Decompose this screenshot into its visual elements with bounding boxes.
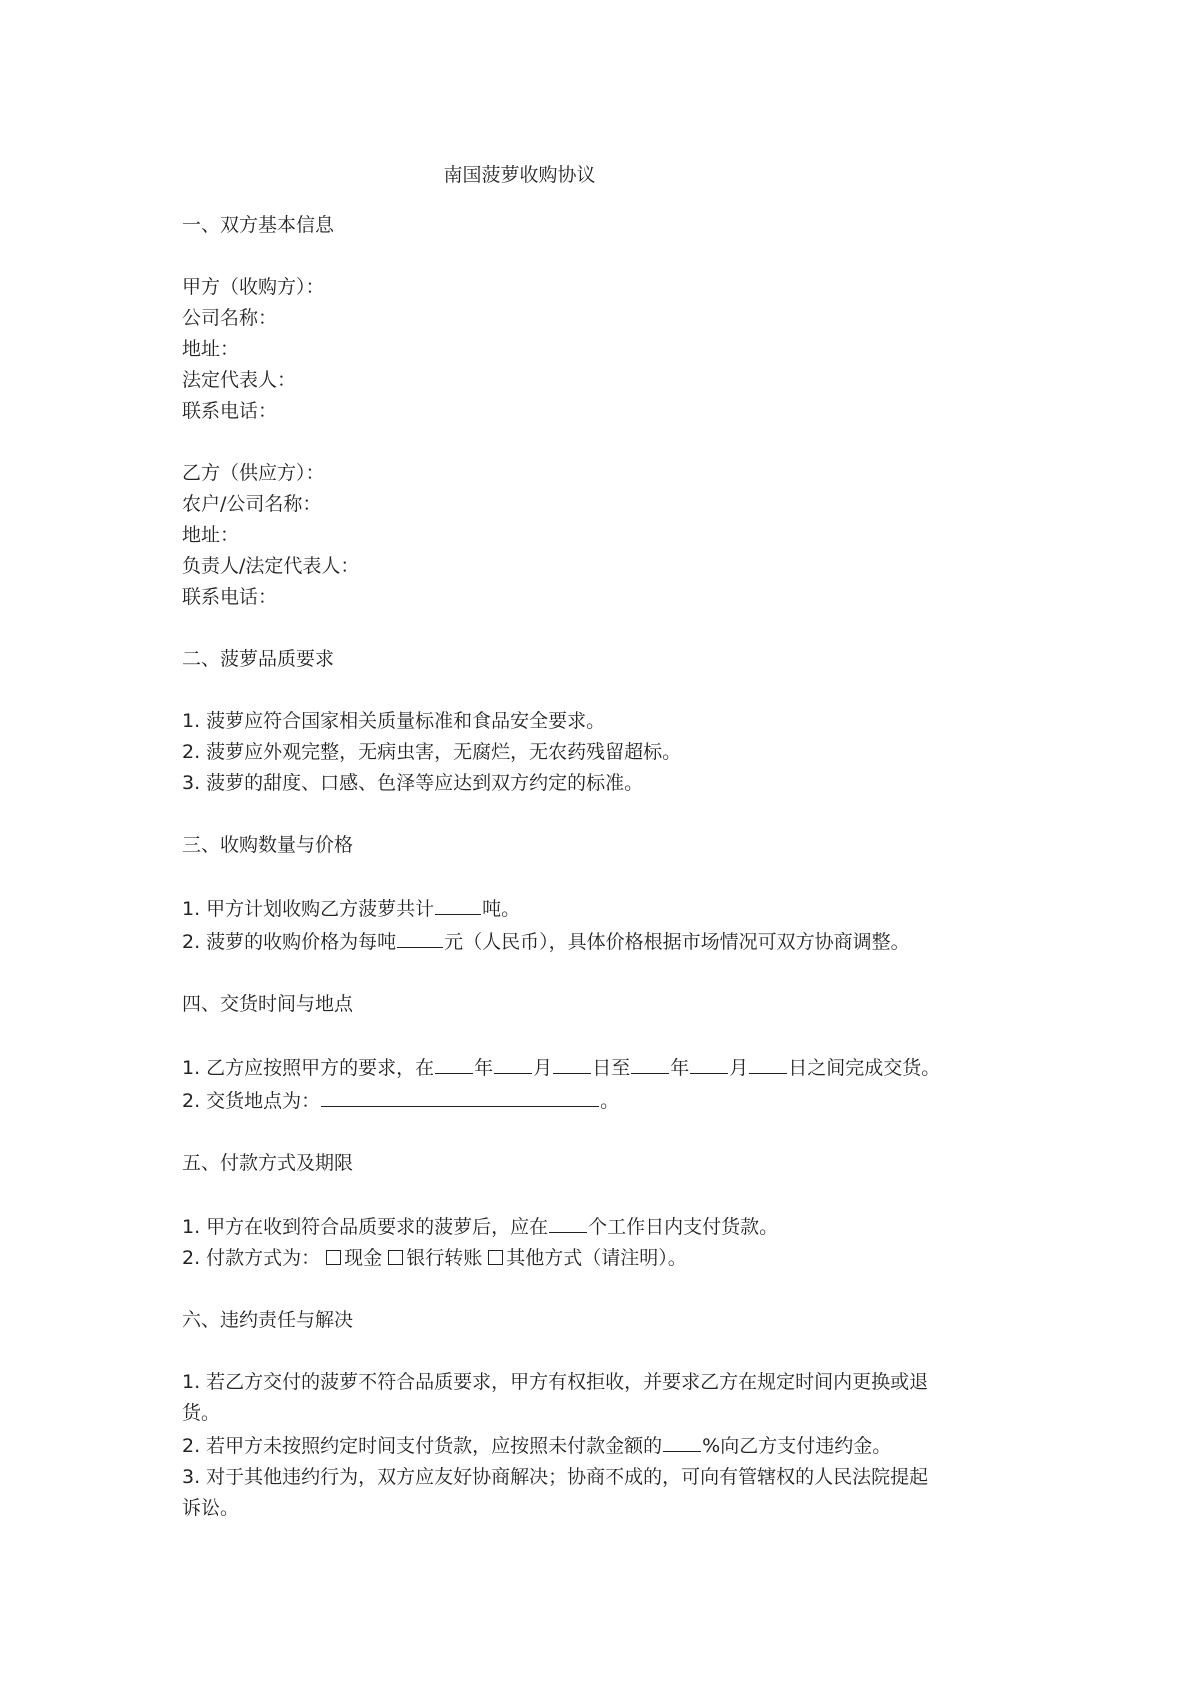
section-delivery (182, 989, 1012, 1117)
party-a-phone: 联系电话： (182, 400, 278, 422)
party-b-legal-rep: 负责人/法定代表人： (182, 555, 360, 577)
party-a-label: 甲方（收购方）： (182, 276, 325, 298)
start-month-blank[interactable] (494, 1051, 532, 1074)
section-payment (182, 1148, 1012, 1274)
item-text: 1. 甲方在收到符合品质要求的菠萝后，应在 (182, 1216, 549, 1238)
section-heading: 六、违约责任与解决 (182, 1309, 354, 1331)
party-b-label: 乙方（供应方）： (182, 462, 325, 484)
checkbox-cash[interactable] (326, 1250, 341, 1265)
section-heading: 一、双方基本信息 (182, 214, 335, 236)
month-label: 月 (729, 1057, 749, 1079)
item-text: 2. 付款方式为： (182, 1247, 321, 1269)
year-label: 年 (474, 1057, 494, 1079)
section-quality (182, 644, 1012, 799)
checkbox-other[interactable] (488, 1250, 503, 1265)
document-body (182, 160, 1012, 1555)
checkbox-bank-transfer[interactable] (388, 1250, 403, 1265)
list-item (182, 1210, 1012, 1243)
list-item: 3. 菠萝的甜度、口感、色泽等应达到双方约定的标准。 (182, 772, 644, 794)
start-year-blank[interactable] (435, 1051, 473, 1074)
end-month-blank[interactable] (690, 1051, 728, 1074)
penalty-percent-blank[interactable] (663, 1429, 701, 1452)
section-heading: 五、付款方式及期限 (182, 1152, 354, 1174)
month-label: 月 (533, 1057, 553, 1079)
list-item (182, 925, 1012, 958)
section-liability (182, 1305, 1012, 1524)
list-item: 1. 菠萝应符合国家相关质量标准和食品安全要求。 (182, 710, 606, 732)
option-other-label: 其他方式（请注明）。 (506, 1247, 687, 1269)
item-text: 1. 乙方应按照甲方的要求，在 (182, 1057, 435, 1079)
section-heading: 三、收购数量与价格 (182, 834, 354, 856)
list-item-line: 3. 对于其他违约行为，双方应友好协商解决；协商不成的，可向有管辖权的人民法院提起 (182, 1466, 929, 1488)
quantity-blank[interactable] (435, 892, 481, 915)
option-cash-label: 现金 (344, 1247, 383, 1269)
section-heading: 二、菠萝品质要求 (182, 648, 335, 670)
day-end-label: 日之间完成交货。 (788, 1057, 941, 1079)
list-item (182, 1429, 1012, 1462)
party-b-phone: 联系电话： (182, 586, 278, 608)
item-text: 1. 甲方计划收购乙方菠萝共计 (182, 898, 435, 920)
item-text: 元（人民币），具体价格根据市场情况可双方协商调整。 (444, 931, 910, 953)
end-year-blank[interactable] (631, 1051, 669, 1074)
party-a-address: 地址： (182, 338, 240, 360)
list-item-line: 1. 若乙方交付的菠萝不符合品质要求，甲方有权拒收，并要求乙方在规定时间内更换或退 (182, 1371, 929, 1393)
item-text: 个工作日内支付货款。 (588, 1216, 779, 1238)
payment-days-blank[interactable] (549, 1210, 587, 1233)
section-basic-info (182, 210, 1012, 613)
section-quantity-price (182, 830, 1012, 958)
price-blank[interactable] (397, 925, 443, 948)
list-item-line: 诉讼。 (182, 1497, 240, 1519)
party-a-company-name: 公司名称： (182, 307, 278, 329)
party-a-legal-rep: 法定代表人： (182, 369, 297, 391)
list-item (182, 892, 1012, 925)
document-title: 南国菠萝收购协议 (443, 164, 596, 186)
list-item (182, 1051, 1012, 1084)
list-item-line: 货。 (182, 1402, 221, 1424)
delivery-location-blank[interactable] (321, 1084, 599, 1107)
list-item: 2. 菠萝应外观完整，无病虫害，无腐烂，无农药残留超标。 (182, 741, 682, 763)
item-text: 2. 交货地点为： (182, 1090, 321, 1112)
list-item (182, 1084, 1012, 1117)
start-day-blank[interactable] (553, 1051, 591, 1074)
year-label: 年 (670, 1057, 690, 1079)
item-text: 吨。 (482, 898, 521, 920)
section-heading: 四、交货时间与地点 (182, 993, 354, 1015)
party-b-company-name: 农户/公司名称： (182, 493, 322, 515)
item-text: 2. 菠萝的收购价格为每吨 (182, 931, 397, 953)
item-text: %向乙方支付违约金。 (702, 1435, 892, 1457)
item-text: 2. 若甲方未按照约定时间支付货款，应按照未付款金额的 (182, 1435, 663, 1457)
party-b-address: 地址： (182, 524, 240, 546)
item-text: 。 (600, 1090, 620, 1112)
day-to-label: 日至 (592, 1057, 631, 1079)
option-bank-label: 银行转账 (406, 1247, 483, 1269)
end-day-blank[interactable] (749, 1051, 787, 1074)
list-item (182, 1243, 1012, 1274)
